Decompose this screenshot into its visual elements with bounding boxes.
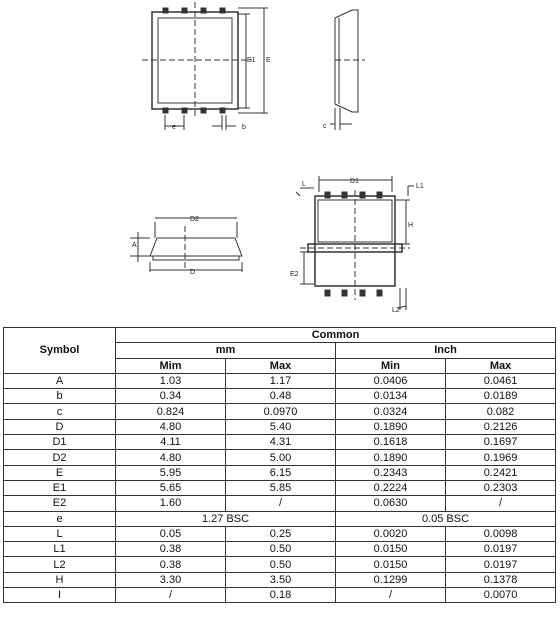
table-row — [4, 480, 556, 495]
front-dim-D: D — [190, 269, 196, 276]
table-row — [4, 435, 556, 450]
cell-mm-max: / — [226, 496, 336, 511]
cell-symbol: E — [4, 465, 116, 480]
cell-inch-max: 0.082 — [446, 404, 556, 419]
cell-inch-max: 0.0197 — [446, 557, 556, 572]
header-symbol: Symbol — [4, 328, 116, 374]
side-view — [330, 10, 365, 130]
bottom-dim-L: L — [302, 181, 306, 188]
cell-mm-max: 4.31 — [226, 435, 336, 450]
cell-symbol: b — [4, 389, 116, 404]
cell-symbol: c — [4, 404, 116, 419]
cell-symbol: D2 — [4, 450, 116, 465]
front-view — [130, 218, 242, 272]
cell-mm-min: 4.80 — [116, 419, 226, 434]
cell-inch-min: 0.1299 — [336, 572, 446, 587]
cell-mm-min: 1.03 — [116, 373, 226, 388]
cell-mm-min: 4.11 — [116, 435, 226, 450]
cell-mm-max: 3.50 — [226, 572, 336, 587]
cell-inch-min: 0.0630 — [336, 496, 446, 511]
cell-mm-merged: 1.27 BSC — [116, 511, 336, 526]
cell-inch-min: 0.0020 — [336, 526, 446, 541]
header-inch-max: Max — [446, 358, 556, 373]
bottom-dim-E2: E2 — [290, 271, 299, 278]
cell-inch-max: 0.1969 — [446, 450, 556, 465]
cell-inch-max: 0.2303 — [446, 480, 556, 495]
cell-mm-max: 0.25 — [226, 526, 336, 541]
cell-mm-min: 5.65 — [116, 480, 226, 495]
table-row — [4, 526, 556, 541]
cell-mm-min: 4.80 — [116, 450, 226, 465]
top-dim-e: e — [172, 124, 176, 131]
table-body — [4, 373, 556, 602]
top-dim-E: E — [266, 57, 271, 64]
cell-symbol: E2 — [4, 496, 116, 511]
bottom-dim-D1: D1 — [350, 178, 359, 185]
cell-mm-min: / — [116, 588, 226, 603]
cell-inch-max: 0.0197 — [446, 542, 556, 557]
cell-inch-max: 0.0461 — [446, 373, 556, 388]
table-row — [4, 572, 556, 587]
cell-mm-max: 5.85 — [226, 480, 336, 495]
cell-mm-min: 5.95 — [116, 465, 226, 480]
cell-inch-min: 0.1890 — [336, 450, 446, 465]
cell-mm-max: 0.50 — [226, 557, 336, 572]
header-inch-min: Min — [336, 358, 446, 373]
cell-mm-max: 5.40 — [226, 419, 336, 434]
table-row — [4, 557, 556, 572]
cell-symbol: L1 — [4, 542, 116, 557]
cell-mm-max: 0.0970 — [226, 404, 336, 419]
table-row — [4, 404, 556, 419]
front-dim-D2: D2 — [190, 216, 199, 223]
front-dim-A: A — [132, 242, 137, 249]
cell-inch-min: 0.0324 — [336, 404, 446, 419]
bottom-dim-L1: L1 — [416, 183, 424, 190]
cell-inch-min: 0.2343 — [336, 465, 446, 480]
cell-inch-max: / — [446, 496, 556, 511]
header-mm-min: Mim — [116, 358, 226, 373]
table-row — [4, 588, 556, 603]
cell-inch-max: 0.2421 — [446, 465, 556, 480]
cell-inch-merged: 0.05 BSC — [336, 511, 556, 526]
cell-mm-max: 1.17 — [226, 373, 336, 388]
cell-inch-min: 0.2224 — [336, 480, 446, 495]
top-dim-E1: E1 — [247, 57, 256, 64]
cell-symbol: L — [4, 526, 116, 541]
table-row — [4, 373, 556, 388]
cell-inch-min: / — [336, 588, 446, 603]
bottom-dim-L2: L2 — [392, 307, 400, 314]
cell-symbol: A — [4, 373, 116, 388]
cell-symbol: e — [4, 511, 116, 526]
cell-mm-min: 0.34 — [116, 389, 226, 404]
cell-mm-min: 3.30 — [116, 572, 226, 587]
side-dim-c: c — [323, 123, 327, 130]
cell-inch-min: 0.1618 — [336, 435, 446, 450]
bottom-view — [296, 176, 414, 310]
cell-mm-min: 0.38 — [116, 542, 226, 557]
table-row — [4, 419, 556, 434]
cell-mm-min: 0.824 — [116, 404, 226, 419]
cell-inch-max: 0.0098 — [446, 526, 556, 541]
cell-inch-max: 0.2126 — [446, 419, 556, 434]
cell-mm-max: 6.15 — [226, 465, 336, 480]
cell-inch-min: 0.1890 — [336, 419, 446, 434]
cell-mm-max: 0.50 — [226, 542, 336, 557]
table-row — [4, 511, 556, 526]
table-row — [4, 496, 556, 511]
table-row — [4, 542, 556, 557]
top-view — [142, 2, 268, 130]
cell-inch-max: 0.1378 — [446, 572, 556, 587]
cell-mm-max: 0.18 — [226, 588, 336, 603]
cell-mm-min: 1.60 — [116, 496, 226, 511]
cell-symbol: I — [4, 588, 116, 603]
cell-mm-min: 0.38 — [116, 557, 226, 572]
cell-symbol: E1 — [4, 480, 116, 495]
cell-mm-min: 0.05 — [116, 526, 226, 541]
cell-inch-max: 0.0070 — [446, 588, 556, 603]
header-mm: mm — [116, 343, 336, 358]
header-inch: Inch — [336, 343, 556, 358]
cell-inch-min: 0.0406 — [336, 373, 446, 388]
cell-inch-min: 0.0134 — [336, 389, 446, 404]
table-row — [4, 450, 556, 465]
cell-mm-max: 5.00 — [226, 450, 336, 465]
cell-symbol: D — [4, 419, 116, 434]
cell-mm-max: 0.48 — [226, 389, 336, 404]
cell-inch-max: 0.1697 — [446, 435, 556, 450]
cell-inch-min: 0.0150 — [336, 557, 446, 572]
table-row — [4, 465, 556, 480]
dimension-table — [3, 327, 556, 603]
top-dim-b: b — [242, 124, 246, 131]
cell-inch-max: 0.0189 — [446, 389, 556, 404]
cell-inch-min: 0.0150 — [336, 542, 446, 557]
cell-symbol: L2 — [4, 557, 116, 572]
header-mm-max: Max — [226, 358, 336, 373]
header-common: Common — [116, 328, 556, 343]
table-row — [4, 389, 556, 404]
bottom-dim-H: H — [408, 222, 414, 229]
cell-symbol: H — [4, 572, 116, 587]
cell-symbol: D1 — [4, 435, 116, 450]
